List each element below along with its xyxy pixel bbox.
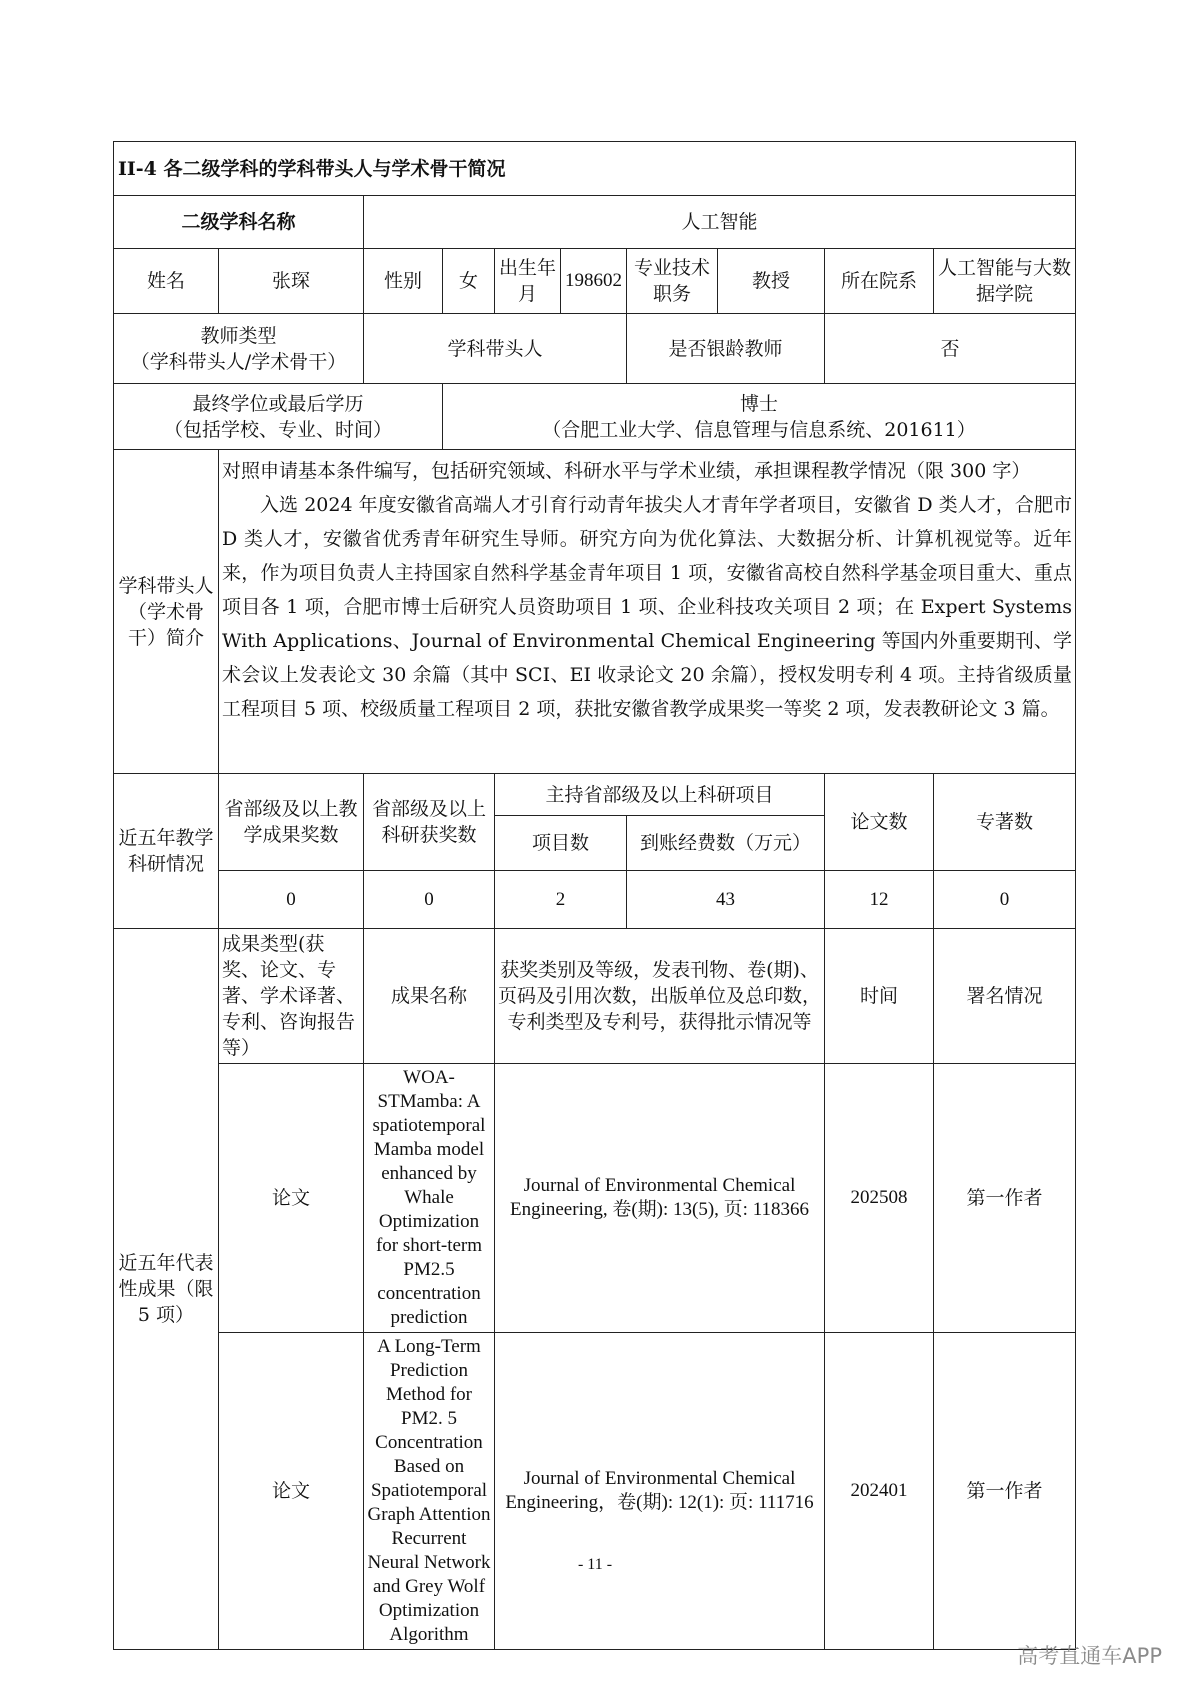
degree-value-line1: 博士 bbox=[740, 392, 779, 415]
teacher-type-label-line1: 教师类型 bbox=[200, 324, 277, 347]
teacher-type-label bbox=[114, 314, 364, 384]
achievement-type-header: 成果类型(获奖、论文、专著、学术译著、专利、咨询报告等） bbox=[219, 929, 364, 1064]
funding-value: 43 bbox=[627, 871, 825, 929]
discipline-value: 人工智能 bbox=[364, 196, 1076, 249]
degree-label-line1: 最终学位或最后学历 bbox=[192, 392, 364, 415]
name-value: 张琛 bbox=[219, 249, 364, 314]
achievement-time-header: 时间 bbox=[825, 929, 934, 1064]
birth-value: 198602 bbox=[561, 249, 627, 314]
intro-label: 学科带头人（学术骨干）简介 bbox=[114, 450, 219, 774]
teaching-awards-header: 省部级及以上教学成果奖数 bbox=[219, 774, 364, 871]
silver-teacher-label: 是否银龄教师 bbox=[627, 314, 825, 384]
title-value: 教授 bbox=[718, 249, 825, 314]
achievement-name: A Long-Term Prediction Method for PM2. 5 Concentration Based on Spatiotemporal Graph Attention Recurrent Neural Network and Grey Wolf Optimization Algorithm bbox=[364, 1333, 495, 1650]
dept-label: 所在院系 bbox=[825, 249, 934, 314]
discipline-label: 二级学科名称 bbox=[114, 196, 364, 249]
achievement-authorship: 第一作者 bbox=[934, 1064, 1076, 1333]
page-number: - 11 - bbox=[577, 1556, 613, 1573]
table-row bbox=[114, 1064, 1076, 1333]
intro-content bbox=[219, 450, 1076, 774]
project-count-header: 项目数 bbox=[495, 816, 627, 871]
papers-header: 论文数 bbox=[825, 774, 934, 871]
achievement-authorship-header: 署名情况 bbox=[934, 929, 1076, 1064]
project-count-value: 2 bbox=[495, 871, 627, 929]
intro-instruction: 对照申请基本条件编写，包括研究领域、科研水平与学术业绩，承担课程教学情况（限 300 字） bbox=[222, 460, 1031, 482]
achievements-label: 近五年代表性成果（限 5 项） bbox=[114, 929, 219, 1650]
birth-label: 出生年月 bbox=[495, 249, 561, 314]
silver-teacher-value: 否 bbox=[825, 314, 1076, 384]
degree-value-line2: （合肥工业大学、信息管理与信息系统、201611） bbox=[542, 418, 976, 441]
achievement-type: 论文 bbox=[219, 1064, 364, 1333]
teacher-type-label-line2: （学科带头人/学术骨干） bbox=[130, 350, 347, 373]
achievement-detail-header: 获奖类别及等级，发表刊物、卷(期)、页码及引用次数，出版单位及总印数，专利类型及专利号，获得批示情况等 bbox=[495, 929, 825, 1064]
research-awards-header: 省部级及以上科研获奖数 bbox=[364, 774, 495, 871]
research-awards-value: 0 bbox=[364, 871, 495, 929]
achievement-detail: Journal of Environmental Chemical Engineering，卷(期): 12(1): 页: 111716 bbox=[495, 1333, 825, 1650]
profile-table bbox=[113, 141, 1076, 1650]
table-row bbox=[114, 1333, 1076, 1650]
achievement-detail: Journal of Environmental Chemical Engineering, 卷(期): 13(5), 页: 118366 bbox=[495, 1064, 825, 1333]
funding-header: 到账经费数（万元） bbox=[627, 816, 825, 871]
degree-value bbox=[443, 384, 1076, 450]
achievement-time: 202401 bbox=[825, 1333, 934, 1650]
achievement-type: 论文 bbox=[219, 1333, 364, 1650]
name-label: 姓名 bbox=[114, 249, 219, 314]
monographs-value: 0 bbox=[934, 871, 1076, 929]
degree-label-line2: （包括学校、专业、时间） bbox=[163, 418, 392, 441]
watermark: 高考直通车APP bbox=[1017, 1644, 1162, 1668]
recent-stats-label: 近五年教学科研情况 bbox=[114, 774, 219, 929]
achievement-authorship: 第一作者 bbox=[934, 1333, 1076, 1650]
teacher-type-value: 学科带头人 bbox=[364, 314, 627, 384]
teaching-awards-value: 0 bbox=[219, 871, 364, 929]
monographs-header: 专著数 bbox=[934, 774, 1076, 871]
gender-value: 女 bbox=[443, 249, 495, 314]
section-title: II-4 各二级学科的学科带头人与学术骨干简况 bbox=[114, 142, 1076, 196]
degree-label bbox=[114, 384, 443, 450]
title-label: 专业技术职务 bbox=[627, 249, 718, 314]
dept-value: 人工智能与大数据学院 bbox=[934, 249, 1076, 314]
achievement-time: 202508 bbox=[825, 1064, 934, 1333]
achievement-name: WOA-STMamba: A spatiotemporal Mamba model enhanced by Whale Optimization for short-term PM2.5 concentration prediction bbox=[364, 1064, 495, 1333]
projects-group-header: 主持省部级及以上科研项目 bbox=[495, 774, 825, 816]
papers-value: 12 bbox=[825, 871, 934, 929]
achievement-name-header: 成果名称 bbox=[364, 929, 495, 1064]
intro-body: 入选 2024 年度安徽省高端人才引育行动青年拔尖人才青年学者项目，安徽省 D 类人才，合肥市 D 类人才，安徽省优秀青年研究生导师。研究方向为优化算法、大数据分析、计算机视觉等。近年来，作为项目负责人主持国家自然科学基金青年项目 1 项，安徽省高校自然科学基金项目重大、重点项目各 1 项，合肥市博士后研究人员资助项目 1 项、企业科技攻关项目 2 项；在 Expert Systems With Applications、Journal of Environmental Chemical Engineering 等国内外重要期刊、学术会议上发表论文 30 余篇（其中 SCI、EI 收录论文 20 余篇），授权发明专利 4 项。主持省级质量工程项目 5 项、校级质量工程项目 2 项，获批安徽省教学成果奖一等奖 2 项，发表教研论文 3 篇。 bbox=[222, 494, 1073, 720]
gender-label: 性别 bbox=[364, 249, 443, 314]
